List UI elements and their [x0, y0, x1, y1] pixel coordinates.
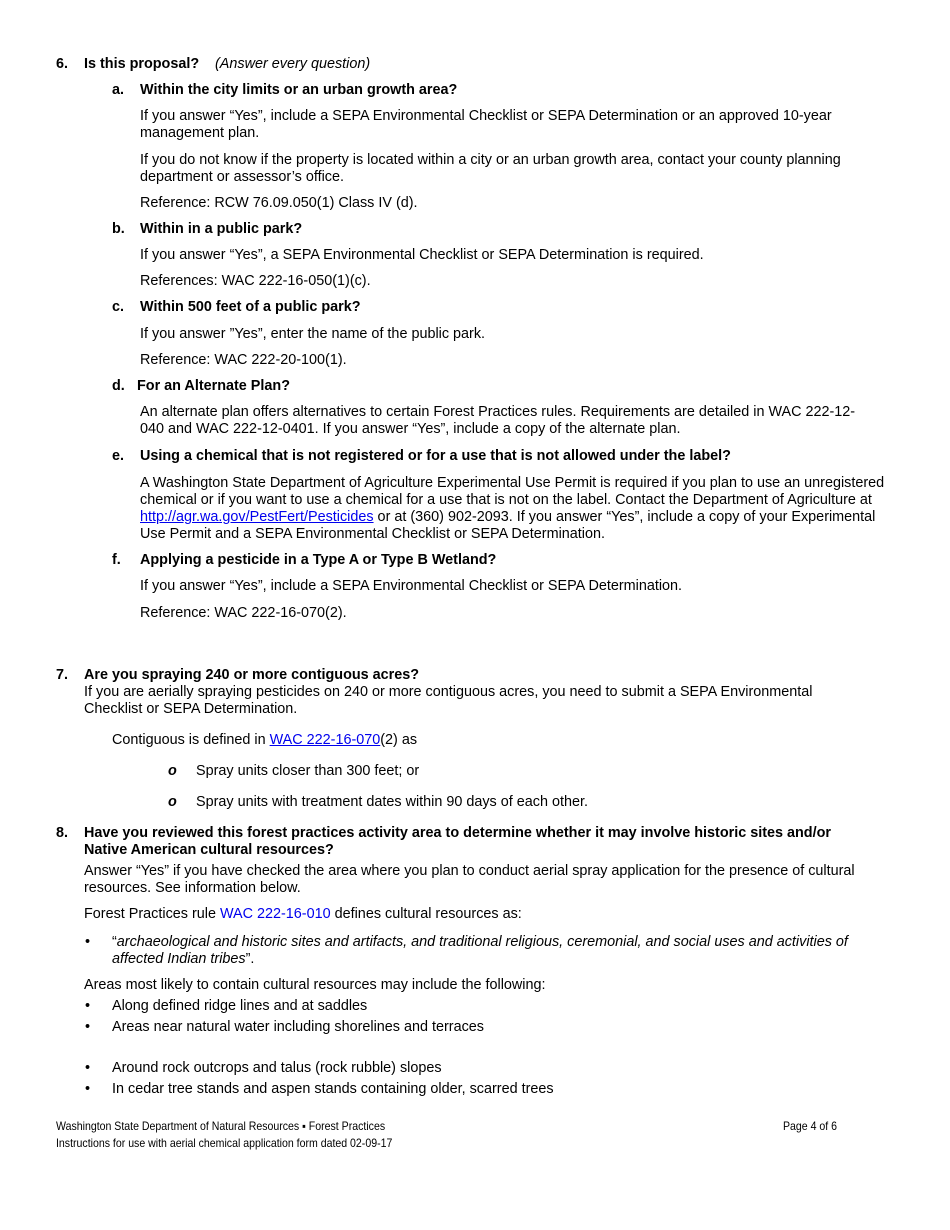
cultural-resources-definition: [112, 934, 882, 968]
q6a-reference: Reference: RCW 76.09.050(1) Class IV (d).: [140, 195, 418, 211]
q6b-paragraph: If you answer “Yes”, a SEPA Environmental Checklist or SEPA Determination is required.: [140, 247, 704, 263]
area-list-item: Areas near natural water including shorelines and terraces: [112, 1019, 484, 1035]
areas-intro: Areas most likely to contain cultural resources may include the following:: [84, 977, 546, 993]
bullet-icon: •: [85, 1060, 91, 1076]
q6d-label: d.: [112, 378, 125, 394]
q6c-label: c.: [112, 299, 125, 315]
footer-agency: Washington State Department of Natural Resources ▪ Forest Practices: [56, 1119, 386, 1133]
footer-form-date: Instructions for use with aerial chemical application form dated 02-09-17: [56, 1136, 393, 1150]
q6a-paragraph-1: If you answer “Yes”, include a SEPA Environmental Checklist or SEPA Determination or an approved 10-year management plan.: [140, 108, 832, 141]
q7-paragraph: If you are aerially spraying pesticides on 240 or more contiguous acres, you need to submit a SEPA Environmental Checklist or SEPA Determination.: [84, 684, 813, 717]
q7-definition: [112, 732, 417, 749]
q8-rule-before: Forest Practices rule: [84, 906, 220, 922]
q8-rule-after: defines cultural resources as:: [330, 906, 522, 922]
circle-bullet-icon: o: [168, 763, 177, 779]
q6d-paragraph: [140, 404, 890, 438]
bullet-icon: •: [85, 1081, 91, 1097]
q7-title: Are you spraying 240 or more contiguous acres?: [84, 667, 420, 683]
q6e-text-after: or at (360) 902-2093. If you answer “Yes”, include a copy of your Experimental Use Permit and a SEPA Environmental Checklist or SEPA Determination.: [140, 509, 876, 542]
q6f-paragraph: If you answer “Yes”, include a SEPA Environmental Checklist or SEPA Determination.: [140, 578, 683, 594]
q8-number: 8.: [56, 825, 69, 841]
q6d-paragraph-line-2: 040 and WAC 222-12-0401. If you answer “Yes”, include a copy of the alternate plan.: [140, 421, 681, 437]
wac-222-16-010-link[interactable]: WAC 222-16-010: [219, 906, 331, 922]
q8-title: Have you reviewed this forest practices activity area to determine whether it may involve historic sites and/or Native American cultural resources?: [84, 825, 831, 858]
q6e-text-before: A Washington State Department of Agriculture Experimental Use Permit is required if you plan to use an unregistered chemical or if you want to use a chemical for a use that is not on the label. Contact the Department of Agriculture at: [140, 475, 885, 508]
quote-close: ”.: [245, 951, 255, 967]
q6f-reference: Reference: WAC 222-16-070(2).: [140, 605, 347, 621]
bullet-icon: •: [85, 934, 91, 950]
q6e-title: Using a chemical that is not registered or for a use that is not allowed under the label?: [140, 448, 731, 464]
q8-paragraph: Answer “Yes” if you have checked the area where you plan to conduct aerial spray application for the presence of cultural resources. See information below.: [84, 863, 855, 896]
q6-note: (Answer every question): [215, 56, 371, 72]
q8-rule-line: [84, 906, 522, 923]
q6d-paragraph-line-1: An alternate plan offers alternatives to certain Forest Practices rules. Requirements are detailed in WAC 222-12-: [140, 404, 856, 420]
q6e-label: e.: [112, 448, 125, 464]
q6f-title: Applying a pesticide in a Type A or Type B Wetland?: [140, 552, 497, 568]
area-list-item: Around rock outcrops and talus (rock rubble) slopes: [112, 1060, 442, 1076]
q7-definition-before: Contiguous is defined in: [112, 732, 270, 748]
q6-title: Is this proposal?: [84, 56, 200, 72]
q6f-label: f.: [112, 552, 121, 568]
agriculture-pesticides-link[interactable]: http://agr.wa.gov/PestFert/Pesticides: [140, 509, 374, 525]
q6b-title: Within in a public park?: [140, 221, 303, 237]
q7-bullet-item: Spray units with treatment dates within 90 days of each other.: [196, 794, 588, 810]
q6-number: 6.: [56, 56, 69, 72]
q6c-reference: Reference: WAC 222-20-100(1).: [140, 352, 347, 368]
q7-number: 7.: [56, 667, 69, 683]
wac-222-16-070-link[interactable]: WAC 222-16-070: [269, 732, 381, 748]
q6b-reference: References: WAC 222-16-050(1)(c).: [140, 273, 371, 289]
circle-bullet-icon: o: [168, 794, 177, 810]
bullet-icon: •: [85, 998, 91, 1014]
q6c-paragraph: If you answer ”Yes”, enter the name of the public park.: [140, 326, 486, 342]
q6d-title: For an Alternate Plan?: [137, 378, 290, 394]
quote-open: “: [112, 934, 117, 950]
area-list-item: In cedar tree stands and aspen stands containing older, scarred trees: [112, 1081, 554, 1097]
q7-bullet-item: Spray units closer than 300 feet; or: [196, 763, 420, 779]
quote-text: archaeological and historic sites and artifacts, and traditional religious, ceremonial, and social uses and activities of affected Indian tribes: [112, 934, 848, 967]
page-number: Page 4 of 6: [783, 1119, 838, 1133]
q6e-paragraph: [140, 475, 892, 543]
bullet-icon: •: [85, 1019, 91, 1035]
q6b-label: b.: [112, 221, 125, 237]
q6a-paragraph-2: If you do not know if the property is located within a city or an urban growth area, contact your county planning department or assessor’s office.: [140, 152, 841, 185]
q6c-title: Within 500 feet of a public park?: [140, 299, 361, 315]
area-list-item: Along defined ridge lines and at saddles: [112, 998, 368, 1014]
q6a-title: Within the city limits or an urban growth area?: [140, 82, 458, 98]
q6a-label: a.: [112, 82, 125, 98]
q7-definition-after: (2) as: [380, 732, 418, 748]
